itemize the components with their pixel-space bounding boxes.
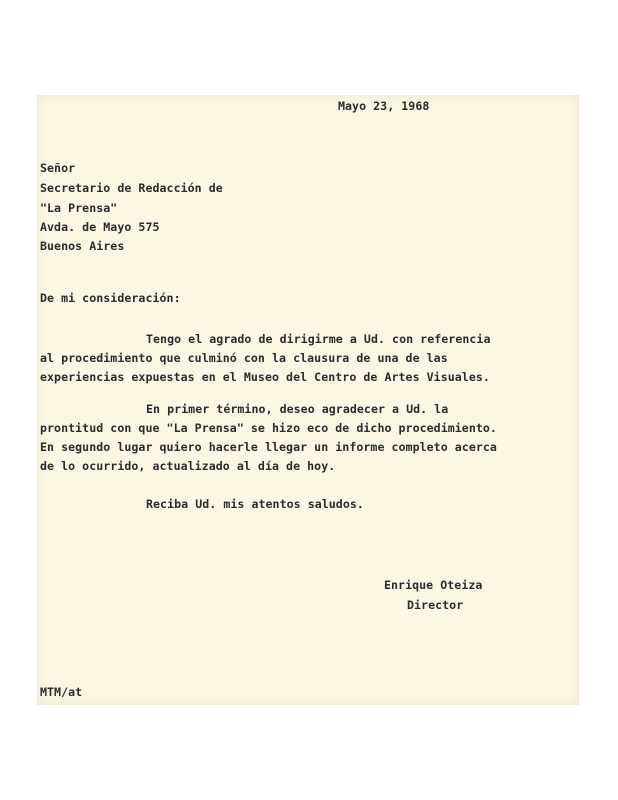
signature-name: Enrique Oteiza <box>384 578 483 592</box>
paragraph-2-line: En segundo lugar quiero hacerle llegar un informe completo acerca <box>40 440 497 454</box>
signature-title: Director <box>407 598 464 612</box>
paragraph-1-line: al procedimiento que culminó con la clausura de una de las <box>40 351 448 365</box>
recipient-line: Buenos Aires <box>40 239 125 253</box>
paragraph-2-line: prontitud con que "La Prensa" se hizo eco de dicho procedimiento. <box>40 421 497 435</box>
recipient-line: Avda. de Mayo 575 <box>40 220 160 234</box>
reference-initials: MTM/at <box>40 685 83 699</box>
recipient-line: Señor <box>40 161 76 175</box>
closing: Reciba Ud. mis atentos saludos. <box>146 497 364 511</box>
recipient-line: Secretario de Redacción de <box>40 181 223 195</box>
paragraph-2-line: En primer término, deseo agradecer a Ud. la <box>146 402 449 416</box>
recipient-line: "La Prensa" <box>40 201 118 215</box>
paragraph-1-line: Tengo el agrado de dirigirme a Ud. con referencia <box>146 332 491 346</box>
paragraph-2-line: de lo ocurrido, actualizado al día de hoy. <box>40 459 336 473</box>
salutation: De mi consideración: <box>40 291 181 305</box>
paragraph-1-line: experiencias expuestas en el Museo del Centro de Artes Visuales. <box>40 370 490 384</box>
letter-date: Mayo 23, 1968 <box>338 99 430 113</box>
